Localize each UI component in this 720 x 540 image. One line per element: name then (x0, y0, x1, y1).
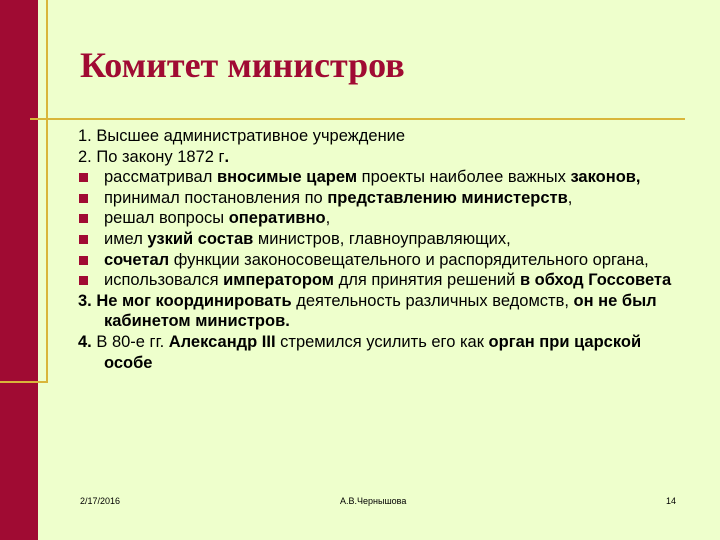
bullet-item (78, 167, 683, 188)
emphasis-text: представлению министерств (327, 188, 568, 207)
slide-title: Комитет министров (80, 45, 405, 85)
item-text: принимал постановления по (104, 188, 328, 207)
square-bullet-icon (79, 173, 88, 182)
left-gold-line (46, 0, 48, 383)
item-text: проекты наиболее важных (357, 168, 571, 187)
item-text: решал вопросы (104, 209, 229, 228)
bullet-item (78, 229, 683, 250)
item-text: имел (104, 229, 148, 248)
emphasis-text: сочетал (104, 250, 170, 269)
item-text: 2. По закону 1872 г (78, 147, 225, 166)
emphasis-text: вносимые царем (216, 168, 358, 187)
title-divider (30, 118, 685, 120)
numbered-item (78, 332, 683, 373)
slide-content (78, 126, 683, 373)
item-text: рассматривал (104, 168, 217, 187)
numbered-item (78, 147, 683, 168)
emphasis-text: в обход Госсовета (519, 271, 672, 290)
item-text: использовался (104, 271, 224, 290)
item-text: министров, главноуправляющих, (253, 229, 511, 248)
item-text: , (567, 188, 573, 207)
footer-author: А.В.Чернышова (340, 496, 407, 506)
emphasis-text: орган при царской особе (104, 332, 642, 372)
bullet-item (78, 208, 683, 229)
square-bullet-icon (79, 276, 88, 285)
item-text: В 80-е гг. (96, 332, 169, 351)
left-accent-bar (0, 0, 38, 540)
bullet-item (78, 250, 683, 271)
item-text: для принятия решений (334, 271, 520, 290)
emphasis-text: законов, (570, 168, 641, 187)
item-text: деятельность различных ведомств, (291, 291, 574, 310)
emphasis-text: он не был кабинетом министров. (104, 291, 657, 331)
emphasis-text: императором (223, 271, 334, 290)
item-text: функции законосовещательного и распорядительного органа, (169, 250, 649, 269)
square-bullet-icon (79, 214, 88, 223)
item-text: стремился усилить его как (275, 332, 489, 351)
footer-date: 2/17/2016 (80, 496, 121, 506)
item-text: , (325, 209, 331, 228)
left-gold-line-bottom (0, 381, 48, 383)
emphasis-text: 4. (78, 332, 97, 351)
bullet-item (78, 188, 683, 209)
emphasis-text: 3. Не мог координировать (78, 291, 292, 310)
numbered-item (78, 291, 683, 332)
square-bullet-icon (79, 256, 88, 265)
emphasis-text: оперативно (228, 209, 326, 228)
emphasis-text: Александр III (168, 332, 276, 351)
emphasis-text: узкий состав (147, 229, 254, 248)
square-bullet-icon (79, 235, 88, 244)
footer-page-number: 14 (666, 496, 677, 506)
square-bullet-icon (79, 194, 88, 203)
emphasis-text: . (224, 147, 230, 166)
numbered-item (78, 126, 683, 147)
item-text: 1. Высшее административное учреждение (78, 127, 406, 145)
bullet-item (78, 270, 683, 291)
